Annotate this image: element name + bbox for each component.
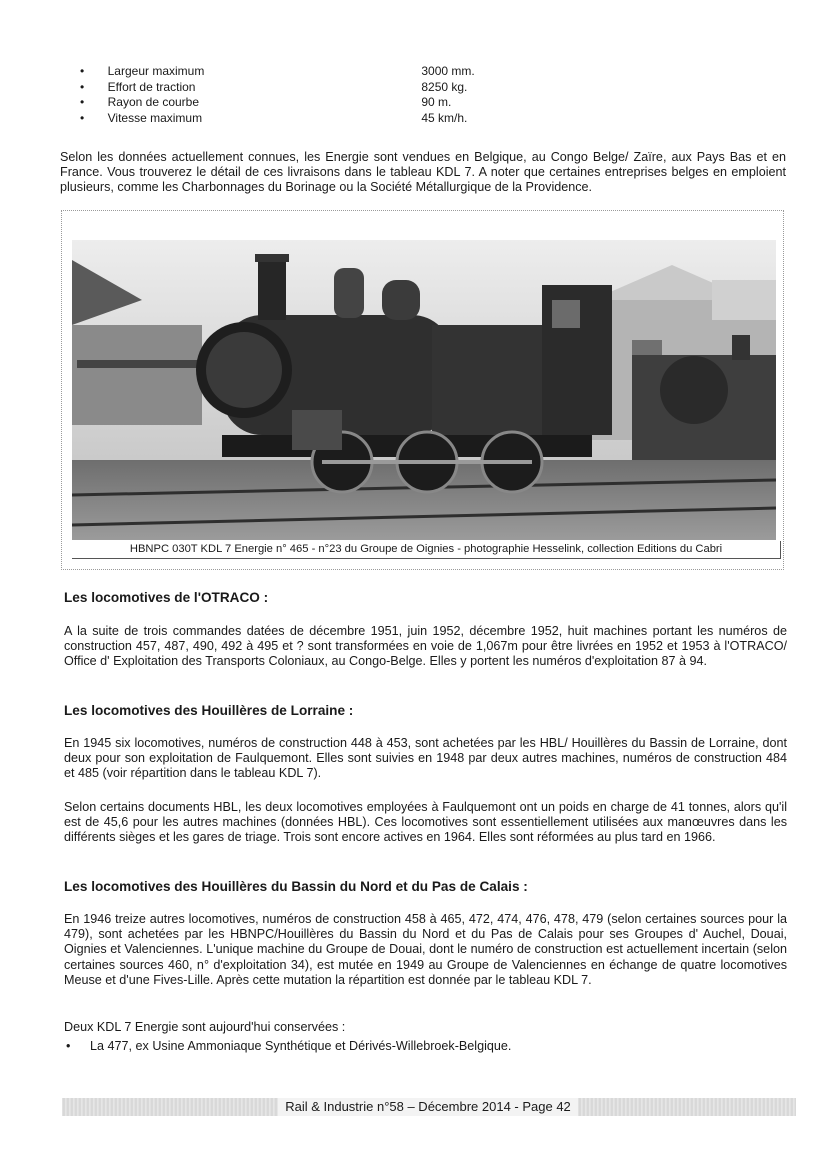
nord-paragraph: En 1946 treize autres locomotives, numéros de construction 458 à 465, 472, 474, 476, 478, 479 (selon certaines sources pour la 479), sont achetées par les HBNPC/Houillères du Bassin du Nord et du Pas de Calais pour ses Groupes d' Auchel, Douai, Oignies et Valenciennes. L'unique machine du Groupe de Douai, dont le numéro de construction est actuellement incertain (selon certaines sources 460, n° d'exploitation 34), est mutée en 1949 au Groupe de Valenciennes en échange de quatre locomotives Meuse et d'une Fives-Lille. Après cette mutation la répartition est donnée par le tableau KDL 7. xyxy=(64,912,787,987)
locomotive-photo xyxy=(72,240,776,540)
conserved-item: La 477, ex Usine Ammoniaque Synthétique et Dérivés-Willebroek-Belgique. xyxy=(90,1039,512,1053)
spec-label: Effort de traction xyxy=(107,79,196,94)
section-heading-lorraine: Les locomotives des Houillères de Lorraine : xyxy=(64,703,354,718)
lorraine-paragraph-2: Selon certains documents HBL, les deux locomotives employées à Faulquemont ont un poids en charge de 41 tonnes, alors qu'il est de 45,6 pour les autres machines (données HBL). Ces locomotives sont essentiellement utilisées aux manœuvres dans les différents sièges et les gares de triage. Trois sont encore actives en 1964. Elles sont réformées au plus tard en 1966. xyxy=(64,800,787,845)
bullet: • xyxy=(80,64,85,78)
spec-label: Vitesse maximum xyxy=(107,110,203,125)
spec-value: 45 km/h. xyxy=(421,110,468,125)
list-item: • La 477, ex Usine Ammoniaque Synthétique et Dérivés-Willebroek-Belgique. xyxy=(66,1039,512,1053)
spec-value: 3000 mm. xyxy=(421,64,475,78)
bullet: • xyxy=(80,79,85,94)
spec-row xyxy=(80,111,520,127)
spec-row xyxy=(80,95,520,111)
page-footer: Rail & Industrie n°58 – Décembre 2014 - Page 42 xyxy=(278,1098,578,1116)
spec-label: Largeur maximum xyxy=(107,64,205,78)
bullet: • xyxy=(80,95,85,109)
spec-row xyxy=(80,64,520,80)
spec-list xyxy=(80,64,520,126)
spec-value: 90 m. xyxy=(421,95,452,109)
section-heading-nord: Les locomotives des Houillères du Bassin du Nord et du Pas de Calais : xyxy=(64,879,528,894)
spec-row xyxy=(80,80,520,96)
lorraine-paragraph-1: En 1945 six locomotives, numéros de construction 448 à 453, sont achetées par les HBL/ Houillères du Bassin de Lorraine, dont deux pour son exploitation de Faulquemont. Elles sont suivies en 1948 par deux autres machines, numéros de construction 484 et 485 (voir répartition dans le tableau KDL 7). xyxy=(64,736,787,781)
locomotive-illustration xyxy=(72,240,776,540)
otraco-paragraph: A la suite de trois commandes datées de décembre 1951, juin 1952, décembre 1952, huit machines portant les numéros de construction 457, 487, 490, 492 à 495 et ? sont transformées en voie de 1,067m pour être livrées en 1952 et 1953 à l'OTRACO/ Office d' Exploitation des Transports Coloniaux, au Congo-Belge. Elles y portent les numéros d'exploitation 87 à 94. xyxy=(64,624,787,669)
conserved-intro: Deux KDL 7 Energie sont aujourd'hui conservées : xyxy=(64,1020,346,1034)
bullet: • xyxy=(80,110,85,125)
spec-label: Rayon de courbe xyxy=(107,95,200,109)
spec-value: 8250 kg. xyxy=(421,79,468,94)
intro-paragraph: Selon les données actuellement connues, les Energie sont vendues en Belgique, au Congo Belge/ Zaïre, aux Pays Bas et en France. Vous trouverez le détail de ces livraisons dans le tableau KDL 7. A noter que certaines entreprises belges en emploient plusieurs, comme les Charbonnages du Borinage ou la Société Métallurgique de la Providence. xyxy=(60,150,786,195)
photo-caption: HBNPC 030T KDL 7 Energie n° 465 - n°23 du Groupe de Oignies - photographie Hesselink, collection Editions du Cabri xyxy=(72,541,781,559)
section-heading-otraco: Les locomotives de l'OTRACO : xyxy=(64,590,269,605)
